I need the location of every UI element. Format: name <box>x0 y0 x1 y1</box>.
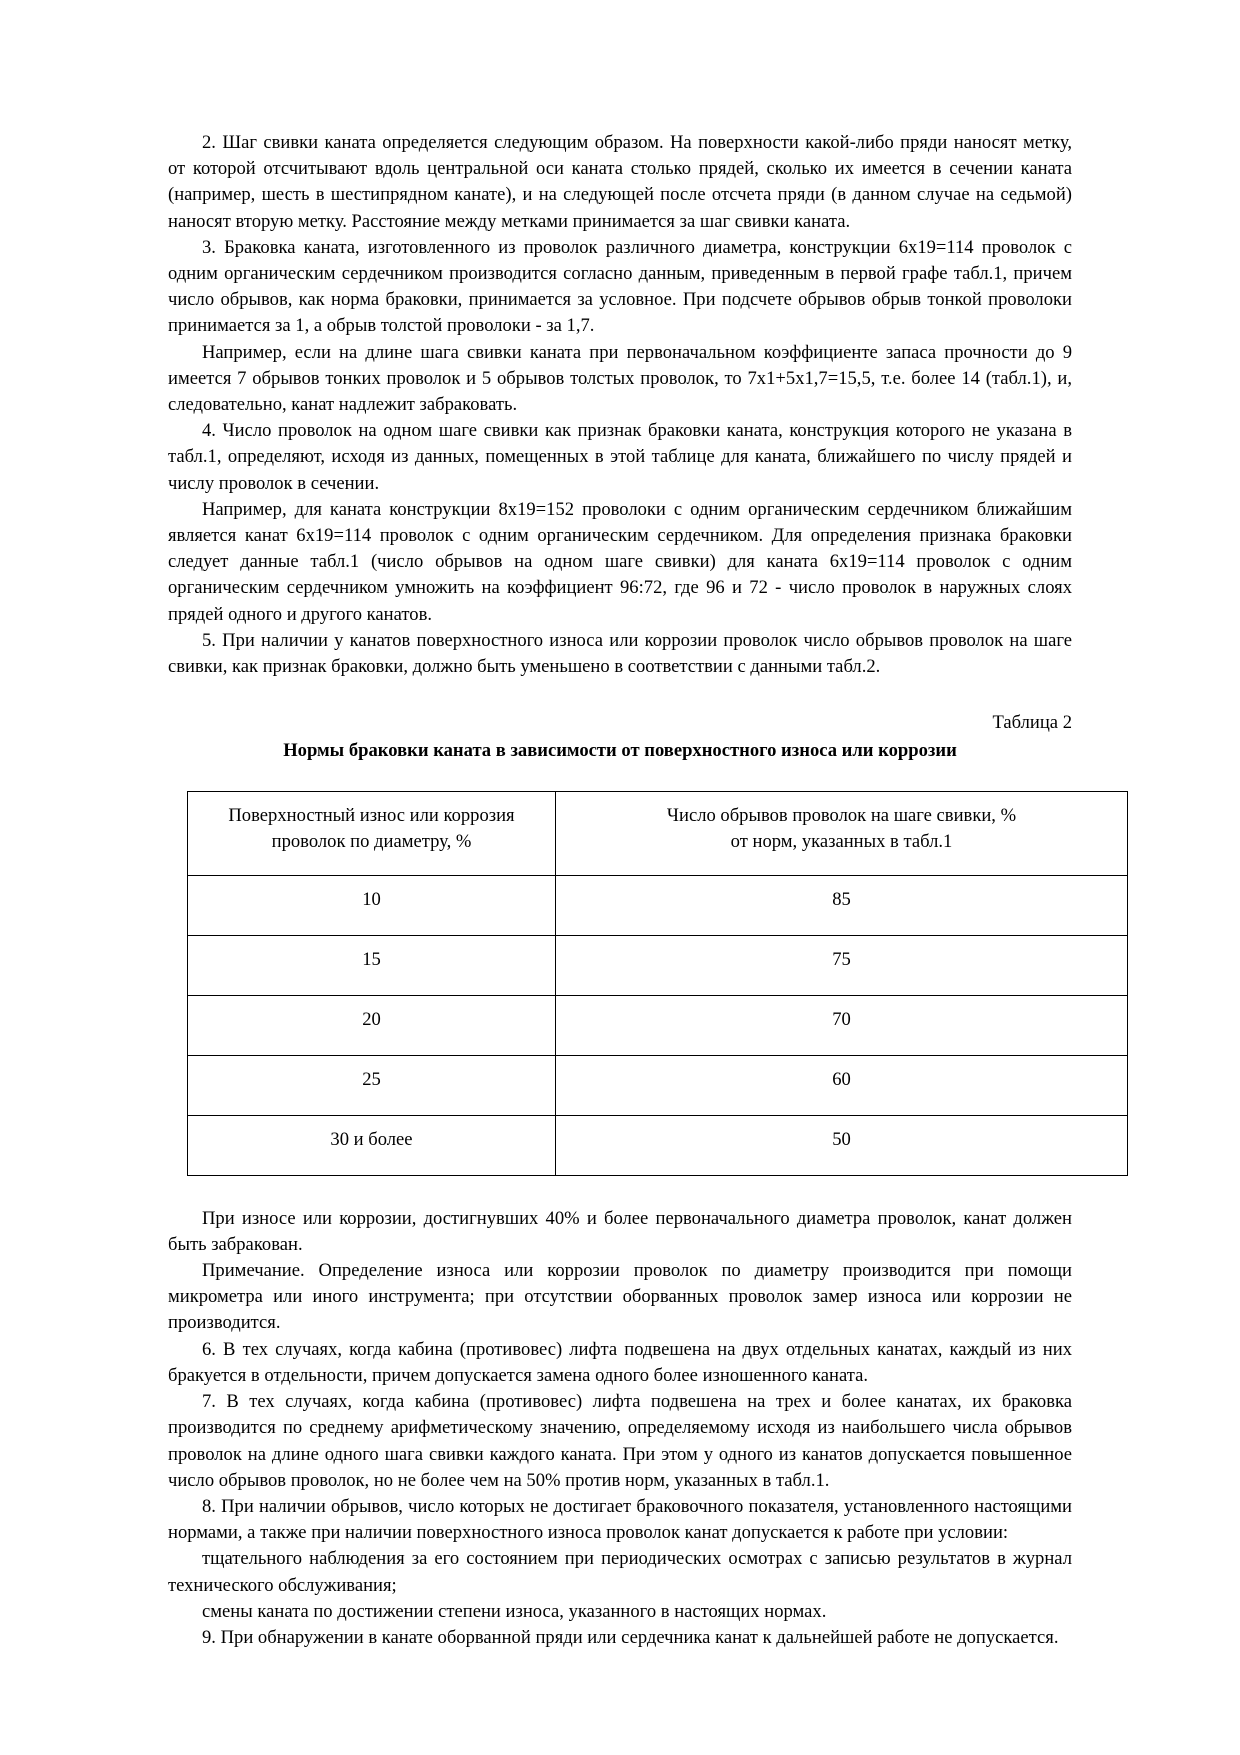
table-row <box>188 995 1128 1055</box>
cell-breaks: 70 <box>556 995 1128 1055</box>
table-row <box>188 875 1128 935</box>
paragraph-condition-1: тщательного наблюдения за его состоянием при периодических осмотрах с записью результатов в журнал технического обслуживания; <box>168 1548 1072 1596</box>
table-number-label: Таблица 2 <box>992 712 1072 734</box>
table-header-wear <box>188 791 556 875</box>
cell-breaks: 50 <box>556 1115 1128 1175</box>
paragraph-9: 9. При обнаружении в канате оборванной пряди или сердечника канат к дальнейшей работе не допускается. <box>202 1626 1059 1648</box>
paragraph-6: 6. В тех случаях, когда кабина (противовес) лифта подвешена на двух отдельных канатах, каждый из них бракуется в отдельности, причем допускается замена одного более изношенного каната. <box>168 1338 1072 1386</box>
table-row <box>188 935 1128 995</box>
page-content <box>168 130 1072 1651</box>
cell-breaks: 85 <box>556 875 1128 935</box>
paragraph-example-2: Например, для каната конструкции 8х19=152 проволоки с одним органическим сердечником ближайшим является канат 6х19=114 проволок с одним органическим сердечником. Для определения признака браковки следует данные табл.1 (число обрывов на одном шаге свивки) для каната 6х19=114 проволок с одним органическим сердечником умножить на коэффициент 96:72, где 96 и 72 - число проволок в наружных слоях прядей одного и другого канатов. <box>168 498 1072 625</box>
paragraph-condition-2: смены каната по достижении степени износа, указанного в настоящих нормах. <box>202 1600 827 1622</box>
paragraph-note: Примечание. Определение износа или коррозии проволок по диаметру производится при помощи микрометра или иного инструмента; при отсутствии оборванных проволок замер износа или коррозии не производится. <box>168 1260 1072 1334</box>
cell-wear: 25 <box>188 1055 556 1115</box>
table-header-wear-line-2: проволок по диаметру, % <box>271 830 472 852</box>
cell-wear: 10 <box>188 875 556 935</box>
paragraph-5: 5. При наличии у канатов поверхностного износа или коррозии проволок число обрывов проволок на шаге свивки, как признак браковки, должно быть уменьшено в соответствии с данными табл.2. <box>168 629 1072 678</box>
paragraph-example-1: Например, если на длине шага свивки каната при первоначальном коэффициенте запаса прочности до 9 имеется 7 обрывов тонких проволок и 5 обрывов толстых проволок, то 7х1+5х1,7=15,5, т.е. более 14 (табл.1), и, следовательно, канат надлежит забраковать. <box>168 341 1072 416</box>
paragraph-4: 4. Число проволок на одном шаге свивки как признак браковки каната, конструкция которого не указана в табл.1, определяют, исходя из данных, помещенных в этой таблице для каната, ближайшего по числу прядей и числу проволок в сечении. <box>168 420 1072 494</box>
table-row <box>188 1055 1128 1115</box>
cell-wear: 20 <box>188 995 556 1055</box>
paragraph-3: 3. Браковка каната, изготовленного из проволок различного диаметра, конструкции 6х19=114 проволок с одним органическим сердечником производится согласно данным, приведенным в первой графе табл.1, причем число обрывов, как норма браковки, принимается за условное. При подсчете обрывов обрыв тонкой проволоки принимается за 1, а обрыв толстой проволоки - за 1,7. <box>168 236 1072 337</box>
paragraphs-after-table <box>168 1206 1072 1651</box>
cell-wear: 15 <box>188 935 556 995</box>
table-header-row <box>188 791 1128 875</box>
table-header-breaks-line-1: Число обрывов проволок на шаге свивки, % <box>666 804 1017 826</box>
paragraph-wear-40: При износе или коррозии, достигнувших 40% и более первоначального диаметра проволок, канат должен быть забракован. <box>168 1207 1072 1255</box>
table-header-breaks-line-2: от норм, указанных в табл.1 <box>730 830 953 852</box>
cell-wear: 30 и более <box>188 1115 556 1175</box>
paragraphs-before-table <box>168 130 1072 680</box>
norms-table <box>187 791 1128 1176</box>
table-header-breaks <box>556 791 1128 875</box>
paragraph-8: 8. При наличии обрывов, число которых не достигает браковочного показателя, установленного настоящими нормами, а также при наличии поверхностного износа проволок канат допускается к работе при условии: <box>168 1495 1072 1544</box>
table-row <box>188 1115 1128 1175</box>
table-header-wear-line-1: Поверхностный износ или коррозия <box>228 804 515 826</box>
paragraph-7: 7. В тех случаях, когда кабина (противовес) лифта подвешена на трех и более канатах, их браковка производится по среднему арифметическому значению, определяемому исходя из наибольшего числа обрывов проволок на длине одного шага свивки каждого каната. При этом у одного из канатов допускается повышенное число обрывов проволок, но не более чем на 50% против норм, указанных в табл.1. <box>168 1391 1072 1491</box>
paragraph-2: 2. Шаг свивки каната определяется следующим образом. На поверхности какой-либо пряди наносят метку, от которой отсчитывают вдоль центральной оси каната столько прядей, сколько их имеется в сечении каната (например, шесть в шестипрядном канате), и на следующей после отсчета пряди (в данном случае на седьмой) наносят вторую метку. Расстояние между метками принимается за шаг свивки каната. <box>168 132 1072 232</box>
cell-breaks: 60 <box>556 1055 1128 1115</box>
cell-breaks: 75 <box>556 935 1128 995</box>
table-title: Нормы браковки каната в зависимости от поверхностного износа или коррозии <box>283 740 957 762</box>
